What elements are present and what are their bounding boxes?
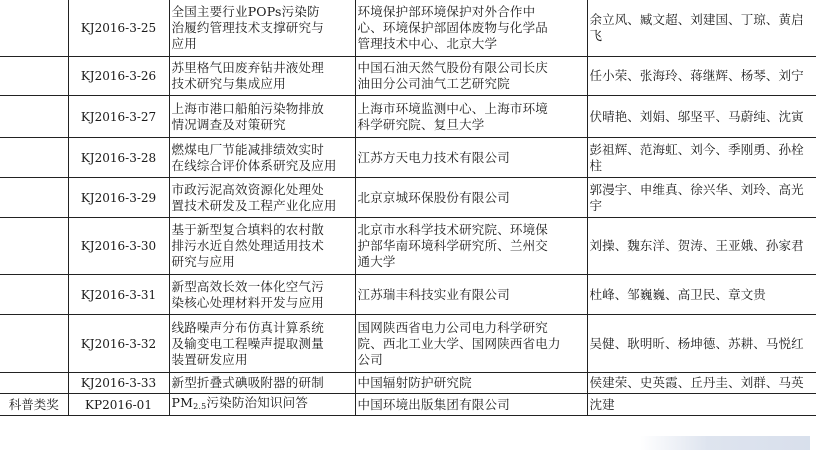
table-row	[0, 138, 816, 178]
project-code: KJ2016-3-33	[68, 373, 169, 394]
name-subscript: 2.5	[193, 401, 207, 411]
project-name: 苏里格气田废弃钻井液处理 技术研究与集成应用	[169, 57, 355, 96]
category-cell	[0, 138, 68, 178]
project-name: 新型高效长效一体化空气污 染核心处理材料开发与应用	[169, 275, 355, 315]
name-prefix: PM	[171, 394, 194, 410]
organization: 环境保护部环境保护对外合作中 心、环境保护部固体废物与化学品 管理技术中心、北京大学	[355, 0, 587, 57]
project-code: KJ2016-3-25	[68, 0, 169, 57]
organization: 中国石油天然气股份有限公司长庆 油田分公司油气工艺研究院	[355, 57, 587, 96]
organization: 国网陕西省电力公司电力科学研究 院、西北工业大学、国网陕西省电力 公司	[355, 315, 587, 373]
category-cell	[0, 57, 68, 96]
project-name: 燃煤电厂节能减排绩效实时 在线综合评价体系研究及应用	[169, 138, 355, 178]
project-name: 基于新型复合填料的农村散 排污水近自然处理适用技术 研究与应用	[169, 218, 355, 275]
project-code: KP2016-01	[68, 394, 169, 416]
organization: 江苏瑞丰科技实业有限公司	[355, 275, 587, 315]
table-row	[0, 275, 816, 315]
project-code: KJ2016-3-26	[68, 57, 169, 96]
project-code: KJ2016-3-28	[68, 138, 169, 178]
category-cell: 科普类奖	[0, 394, 68, 416]
category-cell	[0, 315, 68, 373]
project-code: KJ2016-3-27	[68, 96, 169, 138]
watermark	[640, 436, 810, 450]
project-name: 新型折叠式碘吸附器的研制	[169, 373, 355, 394]
project-code: KJ2016-3-31	[68, 275, 169, 315]
project-code: KJ2016-3-29	[68, 178, 169, 218]
category-cell	[0, 275, 68, 315]
completers: 吴健、耿明昕、杨坤德、苏耕、马悦红	[587, 315, 816, 373]
completers: 任小荣、张海玲、蒋继辉、杨琴、刘宁	[587, 57, 816, 96]
completers: 郭漫宇、申维真、徐兴华、刘玲、高光宇	[587, 178, 816, 218]
organization: 江苏方天电力技术有限公司	[355, 138, 587, 178]
completers: 彭祖辉、范海虹、刘今、季刚勇、孙栓柱	[587, 138, 816, 178]
completers: 杜峰、邹巍巍、高卫民、章文贵	[587, 275, 816, 315]
project-code: KJ2016-3-30	[68, 218, 169, 275]
completers: 刘操、魏东洋、贺涛、王亚娥、孙家君	[587, 218, 816, 275]
category-cell	[0, 178, 68, 218]
table-row	[0, 373, 816, 394]
project-name: 市政污泥高效资源化处理处 置技术研发及工程产业化应用	[169, 178, 355, 218]
completers: 沈建	[587, 394, 816, 416]
organization: 北京京城环保股份有限公司	[355, 178, 587, 218]
organization: 上海市环境监测中心、上海市环境 科学研究院、复旦大学	[355, 96, 587, 138]
completers: 伏晴艳、刘娟、邬坚平、马蔚纯、沈寅	[587, 96, 816, 138]
project-name: 线路噪声分布仿真计算系统 及输变电工程噪声提取测量 装置研发应用	[169, 315, 355, 373]
completers: 余立风、臧文超、刘建国、丁琼、黄启飞	[587, 0, 816, 57]
category-cell	[0, 96, 68, 138]
table-row	[0, 96, 816, 138]
organization: 中国环境出版集团有限公司	[355, 394, 587, 416]
category-cell	[0, 0, 68, 57]
table-row	[0, 57, 816, 96]
project-name	[169, 394, 355, 416]
table-row	[0, 394, 816, 416]
table-row	[0, 0, 816, 57]
table-row	[0, 178, 816, 218]
organization: 北京市水科学技术研究院、环境保 护部华南环境科学研究所、兰州交 通大学	[355, 218, 587, 275]
project-name: 全国主要行业POPs污染防 治履约管理技术支撑研究与 应用	[169, 0, 355, 57]
project-name: 上海市港口船舶污染物排放 情况调查及对策研究	[169, 96, 355, 138]
category-cell	[0, 218, 68, 275]
table-row	[0, 315, 816, 373]
name-suffix: 污染防治知识问答	[206, 394, 309, 410]
completers: 侯建荣、史英霞、丘丹圭、刘群、马英	[587, 373, 816, 394]
category-cell	[0, 373, 68, 394]
project-code: KJ2016-3-32	[68, 315, 169, 373]
organization: 中国辐射防护研究院	[355, 373, 587, 394]
table-row	[0, 218, 816, 275]
